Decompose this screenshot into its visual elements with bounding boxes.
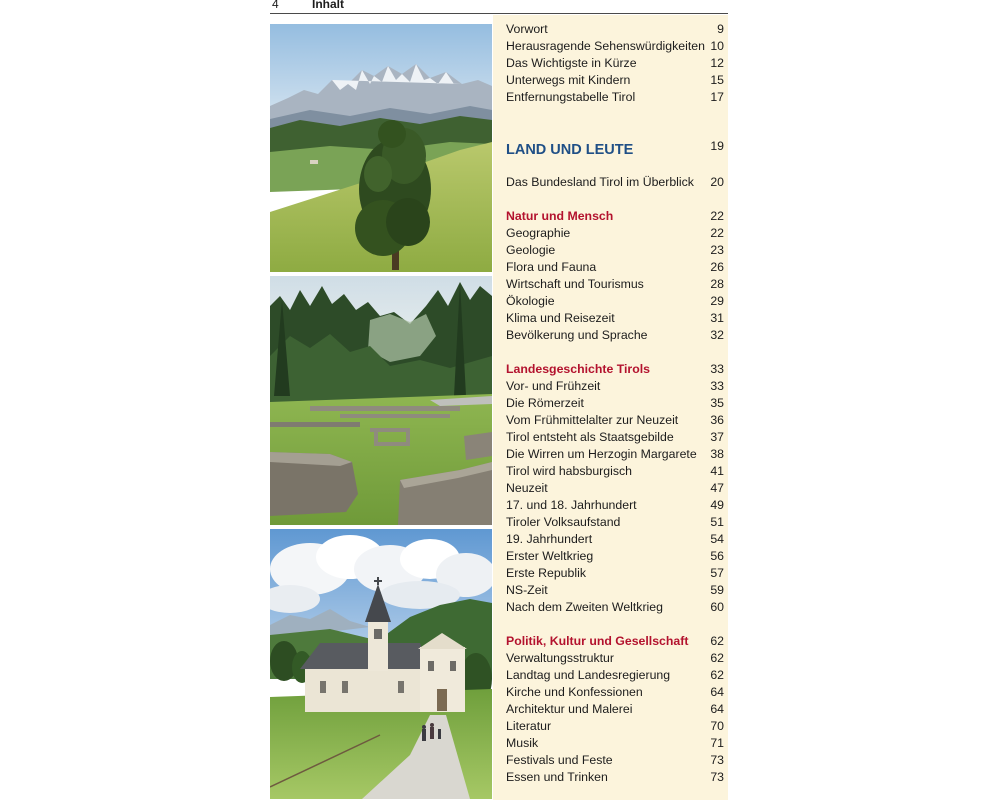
toc-entry-label: Das Wichtigste in Kürze <box>506 56 637 70</box>
toc-entry-page: 49 <box>710 498 724 512</box>
section-page: 62 <box>710 634 724 648</box>
toc-entry-page: 60 <box>710 600 724 614</box>
toc-entry-page: 73 <box>710 770 724 784</box>
toc-entry <box>506 701 726 718</box>
section-heading <box>506 208 726 225</box>
toc-entry-page: 23 <box>710 243 724 257</box>
toc-entry-page: 35 <box>710 396 724 410</box>
toc-entry <box>506 582 726 599</box>
toc-entry <box>506 378 726 395</box>
toc-entry <box>506 446 726 463</box>
toc-entry-page: 54 <box>710 532 724 546</box>
toc-entry-label: Vorwort <box>506 22 548 36</box>
photo-church-path <box>270 529 492 799</box>
page-number: 4 <box>272 0 279 11</box>
toc-entry-page: 32 <box>710 328 724 342</box>
toc-entry-label: Vor- und Frühzeit <box>506 379 601 393</box>
toc-entry-label: Bevölkerung und Sprache <box>506 328 648 342</box>
toc-entry <box>506 293 726 310</box>
toc-entry <box>506 565 726 582</box>
toc-entry <box>506 55 726 72</box>
section-title: Politik, Kultur und Gesellschaft <box>506 634 689 648</box>
toc-entry-label: Das Bundesland Tirol im Überblick <box>506 175 694 189</box>
toc-entry-label: 17. und 18. Jahrhundert <box>506 498 637 512</box>
toc-entry <box>506 718 726 735</box>
running-header <box>270 0 728 14</box>
toc-entry-page: 57 <box>710 566 724 580</box>
toc-entry <box>506 514 726 531</box>
toc-entry-page: 51 <box>710 515 724 529</box>
toc-entry-label: Landtag und Landesregierung <box>506 668 671 682</box>
toc-entry <box>506 21 726 38</box>
section-title: Natur und Mensch <box>506 209 614 223</box>
toc-entry-page: 33 <box>710 379 724 393</box>
toc-entry <box>506 497 726 514</box>
toc-entry-page: 26 <box>710 260 724 274</box>
toc-entry-label: Verwaltungsstruktur <box>506 651 614 665</box>
toc-entry-page: 20 <box>710 175 724 189</box>
toc-entry-page: 41 <box>710 464 724 478</box>
toc-entry-page: 71 <box>710 736 724 750</box>
toc-entry-label: Geographie <box>506 226 571 240</box>
toc-entry <box>506 667 726 684</box>
toc-entry <box>506 395 726 412</box>
toc-entry-label: Erster Weltkrieg <box>506 549 594 563</box>
toc-entry-page: 59 <box>710 583 724 597</box>
toc-entry-label: Klima und Reisezeit <box>506 311 615 325</box>
toc-entry-label: Entfernungstabelle Tirol <box>506 90 636 104</box>
toc-entry-label: Festivals und Feste <box>506 753 613 767</box>
toc-entry-page: 31 <box>710 311 724 325</box>
toc-entry-page: 22 <box>710 226 724 240</box>
toc-entry-label: 19. Jahrhundert <box>506 532 593 546</box>
toc-entry-label: Erste Republik <box>506 566 586 580</box>
section-heading <box>506 361 726 378</box>
toc-entry-page: 15 <box>710 73 724 87</box>
section-page: 33 <box>710 362 724 376</box>
toc-entry-label: Tirol entsteht als Staatsgebilde <box>506 430 674 444</box>
toc-entry <box>506 412 726 429</box>
section-page: 22 <box>710 209 724 223</box>
section-title: Landesgeschichte Tirols <box>506 362 650 376</box>
toc-entry-page: 47 <box>710 481 724 495</box>
toc-entry-label: Flora und Fauna <box>506 260 597 274</box>
running-header-title: Inhalt <box>312 0 344 11</box>
toc-entry <box>506 429 726 446</box>
toc-entry <box>506 531 726 548</box>
toc-entry <box>506 310 726 327</box>
toc-entry <box>506 650 726 667</box>
chapter-page: 19 <box>710 139 724 153</box>
toc-entry <box>506 225 726 242</box>
toc-entry-page: 62 <box>710 668 724 682</box>
toc-entry-page: 38 <box>710 447 724 461</box>
toc-entry-label: Geologie <box>506 243 556 257</box>
toc-entry-label: Essen und Trinken <box>506 770 608 784</box>
chapter-title: LAND UND LEUTE <box>506 142 634 158</box>
toc-entry <box>506 463 726 480</box>
toc-entry-label: Kirche und Konfessionen <box>506 685 643 699</box>
toc-entry-label: Die Römerzeit <box>506 396 584 410</box>
toc-entry-label: Musik <box>506 736 539 750</box>
chapter-heading <box>506 140 726 157</box>
toc-entry-label: Architektur und Malerei <box>506 702 633 716</box>
toc-entry-page: 37 <box>710 430 724 444</box>
toc-entry <box>506 735 726 752</box>
toc-entry-page: 56 <box>710 549 724 563</box>
toc-entry-label: Tiroler Volksaufstand <box>506 515 621 529</box>
toc-entry-page: 10 <box>710 39 724 53</box>
toc-entry-page: 9 <box>717 22 724 36</box>
toc-entry <box>506 327 726 344</box>
toc-entry <box>506 769 726 786</box>
toc-entry-page: 73 <box>710 753 724 767</box>
toc-entry-label: Unterwegs mit Kindern <box>506 73 631 87</box>
toc-entry-page: 12 <box>710 56 724 70</box>
toc-entry <box>506 599 726 616</box>
toc-entry <box>506 242 726 259</box>
toc-entry <box>506 259 726 276</box>
toc-entry-label: Vom Frühmittelalter zur Neuzeit <box>506 413 679 427</box>
table-of-contents <box>506 21 726 786</box>
photo-alpine-meadow <box>270 24 492 272</box>
toc-entry <box>506 89 726 106</box>
toc-entry-label: Herausragende Sehenswürdigkeiten <box>506 39 705 53</box>
toc-entry-page: 17 <box>710 90 724 104</box>
toc-entry-label: Nach dem Zweiten Weltkrieg <box>506 600 663 614</box>
toc-entry-page: 64 <box>710 685 724 699</box>
toc-entry-page: 36 <box>710 413 724 427</box>
toc-entry <box>506 548 726 565</box>
section-heading <box>506 633 726 650</box>
toc-entry-page: 64 <box>710 702 724 716</box>
toc-entry-label: NS-Zeit <box>506 583 548 597</box>
toc-entry-label: Tirol wird habsburgisch <box>506 464 632 478</box>
toc-entry <box>506 480 726 497</box>
toc-entry-label: Literatur <box>506 719 552 733</box>
toc-entry <box>506 174 726 191</box>
toc-entry-page: 62 <box>710 651 724 665</box>
toc-entry-page: 29 <box>710 294 724 308</box>
toc-entry-label: Wirtschaft und Tourismus <box>506 277 644 291</box>
toc-entry <box>506 752 726 769</box>
toc-entry-page: 28 <box>710 277 724 291</box>
toc-entry <box>506 72 726 89</box>
toc-entry-label: Die Wirren um Herzogin Margarete <box>506 447 697 461</box>
toc-entry <box>506 276 726 293</box>
toc-entry <box>506 38 726 55</box>
toc-entry <box>506 684 726 701</box>
toc-entry-label: Neuzeit <box>506 481 548 495</box>
toc-entry-page: 70 <box>710 719 724 733</box>
toc-entry-label: Ökologie <box>506 294 555 308</box>
photo-roman-ruins <box>270 276 492 525</box>
